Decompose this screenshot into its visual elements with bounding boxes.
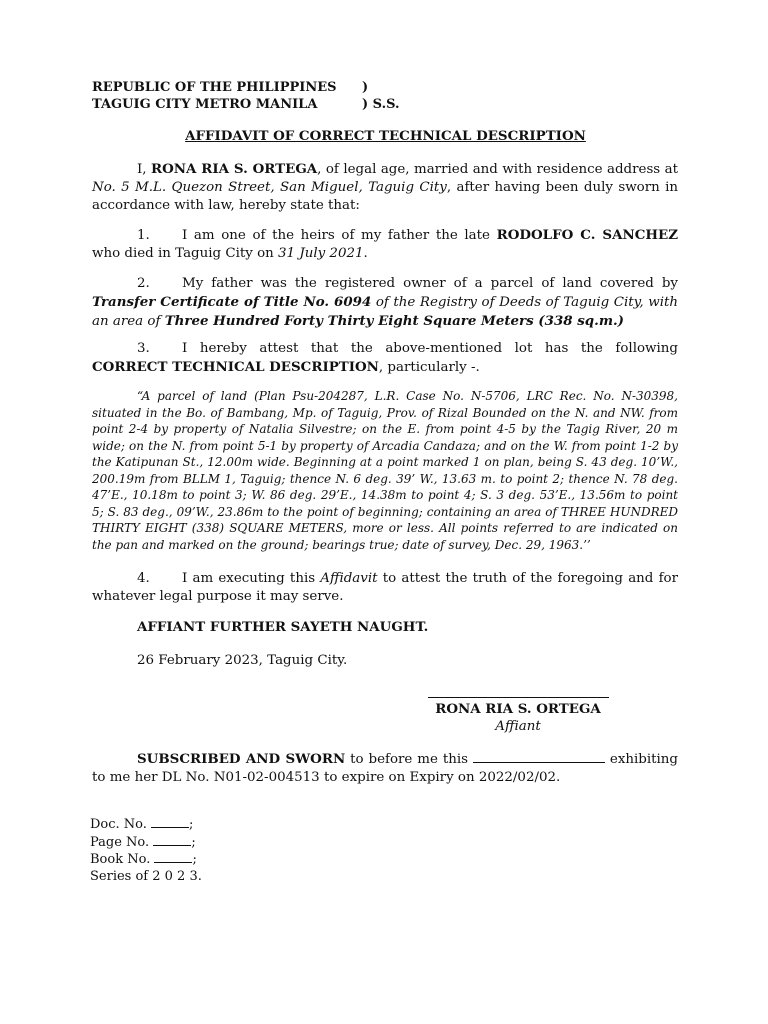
page-no-blank bbox=[153, 834, 191, 846]
date-blank-line bbox=[473, 750, 605, 763]
book-no-blank bbox=[154, 851, 192, 863]
paragraph-1 bbox=[92, 226, 678, 263]
doc-no-row bbox=[90, 816, 202, 834]
paragraph-4-text-1: I am executing this bbox=[182, 571, 321, 586]
residence-address: No. 5 M.L. Quezon Street, San Miguel, Taguig City bbox=[92, 180, 447, 195]
intro-text-3: , after having been duly sworn in accordance with law, hereby state that: bbox=[92, 180, 679, 213]
paragraph-2-text-1: My father was the registered owner of a parcel of land covered by bbox=[182, 276, 678, 291]
doc-no-label: Doc. No. bbox=[90, 817, 152, 832]
subscribed-and-sworn-label: SUBSCRIBED AND SWORN bbox=[137, 751, 346, 767]
book-no-semicolon: ; bbox=[192, 852, 197, 867]
affiant-name: RONA RIA S. ORTEGA bbox=[151, 161, 318, 177]
death-date: 31 July 2021 bbox=[278, 246, 364, 261]
tct-number: Transfer Certificate of Title No. 6094 bbox=[92, 294, 372, 310]
paragraph-1-text-1: I am one of the heirs of my father the late bbox=[182, 228, 497, 243]
caption-line-1-tail: ) bbox=[362, 80, 369, 95]
paragraph-3-number: 3. bbox=[137, 341, 150, 356]
paragraph-3-text-1: I hereby attest that the above-mentioned lot has the following bbox=[182, 341, 678, 356]
jurat-text-2: exhibiting to me her DL No. N01-02-004513 to expire on Expiry on 2022/02/02. bbox=[92, 752, 678, 785]
correct-technical-description-label: CORRECT TECHNICAL DESCRIPTION bbox=[92, 359, 379, 375]
jurat-paragraph bbox=[92, 750, 678, 787]
paragraph-2 bbox=[92, 275, 678, 331]
paragraph-3 bbox=[92, 340, 678, 377]
paragraph-2-number: 2. bbox=[137, 276, 150, 291]
closing-statement: AFFIANT FURTHER SAYETH NAUGHT. bbox=[137, 619, 429, 635]
intro-text-1: I, bbox=[137, 162, 151, 177]
doc-no-semicolon: ; bbox=[189, 817, 194, 832]
paragraph-1-number: 1. bbox=[137, 228, 150, 243]
paragraph-2-text-2: of the Registry of Deeds of Taguig City, with an area of bbox=[92, 295, 678, 329]
intro-text-2: , of legal age, married and with residence address at bbox=[317, 162, 678, 177]
paragraph-3-text-2: , particularly -. bbox=[378, 360, 480, 375]
page-no-semicolon: ; bbox=[191, 834, 196, 850]
caption-line-2: TAGUIG CITY METRO MANILA bbox=[92, 97, 318, 112]
series-row: Series of 2 0 2 3. bbox=[90, 868, 202, 884]
book-no-row bbox=[90, 851, 202, 869]
paragraph-4-number: 4. bbox=[137, 571, 150, 586]
paragraph-4-text-2: to attest the truth of the foregoing and for whatever legal purpose it may serve. bbox=[92, 571, 678, 604]
page-no-label: Page No. bbox=[90, 834, 154, 850]
jurat-text-1: to before me this bbox=[345, 752, 473, 767]
book-no-label: Book No. bbox=[90, 852, 155, 867]
signatory-name: RONA RIA S. ORTEGA bbox=[435, 701, 601, 717]
technical-description-quote: “A parcel of land (Plan Psu-204287, L.R. Case No. N-5706, LRC Rec. No. N-30398, situated in the Bo. of Bambang, Mp. of Taguig, Prov. of Rizal Bounded on the N. and NW. from point 2-4 by property of Natalia Silvestre; on the E. from point 4-5 by the Tagig River, 20 m wide; on the N. from point 5-1 by property of Arcadia Candaza; and on the W. from point 1-2 by the Katipunan St., 12.00m wide. Beginning at a point marked 1 on plan, being S. 43 deg. 10’W., 200.19m from BLLM 1, Taguig; thence N. 6 deg. 39’ W., 13.63 m. to point 2; thence N. 78 deg. 47’E., 10.18m to point 3; W. 86 deg. 29’E., 14.38m to point 4; S. 3 deg. 53’E., 13.56m to point 5; S. 83 deg., 09’W., 23.86m to the point of beginning; containing an area of THREE HUNDRED THIRTY EIGHT (338) SQUARE METERS, more or less. All points referred to are indicated on the pan and marked on the ground; bearings true; date of survey, Dec. 29, 1963.’’ bbox=[92, 389, 678, 552]
land-area: Three Hundred Forty Thirty Eight Square Meters (338 sq.m.) bbox=[164, 313, 624, 329]
date-and-place: 26 February 2023, Taguig City. bbox=[137, 653, 348, 668]
caption-line-2-tail: ) S.S. bbox=[362, 97, 400, 112]
page-no-row bbox=[90, 834, 202, 852]
father-name: RODOLFO C. SANCHEZ bbox=[496, 227, 678, 243]
caption-line-1: REPUBLIC OF THE PHILIPPINES bbox=[92, 80, 337, 95]
signature-line bbox=[428, 697, 609, 698]
paragraph-1-text-3: . bbox=[363, 246, 368, 261]
affidavit-word: Affidavit bbox=[320, 571, 378, 586]
notarial-register bbox=[90, 816, 202, 885]
doc-no-blank bbox=[151, 816, 189, 828]
venue-caption bbox=[92, 79, 400, 113]
paragraph-1-text-2: who died in Taguig City on bbox=[92, 246, 279, 261]
signatory-role: Affiant bbox=[495, 719, 541, 734]
intro-paragraph bbox=[92, 160, 678, 215]
document-title: AFFIDAVIT OF CORRECT TECHNICAL DESCRIPTION bbox=[185, 128, 586, 144]
paragraph-4 bbox=[92, 570, 678, 606]
